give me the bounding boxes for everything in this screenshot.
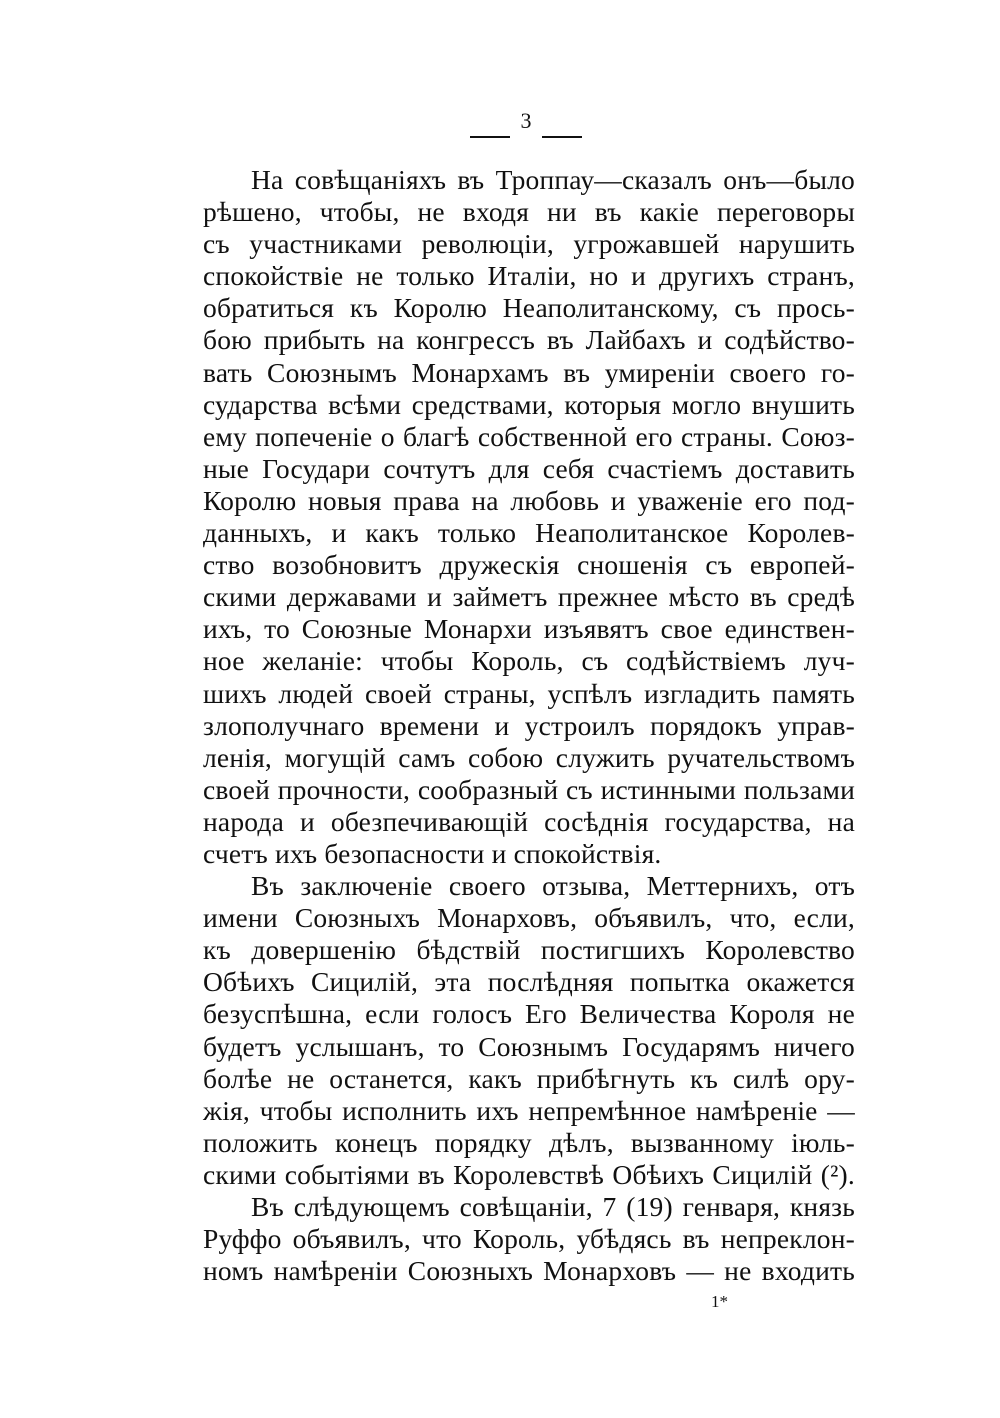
text-line: болѣе не останется, какъ прибѣгнуть къ силѣ ору-	[203, 1062, 855, 1094]
text-line: скими событіями въ Королевствѣ Обѣихъ Сицилій (²).	[203, 1158, 855, 1190]
text-line: бою прибыть на конгрессъ въ Лайбахъ и содѣйство-	[203, 324, 855, 356]
text-line: жія, чтобы исполнить ихъ непремѣнное намѣреніе —	[203, 1094, 855, 1126]
text-line: Королю новыя права на любовь и уваженіе его под-	[203, 484, 855, 516]
text-line: будетъ услышанъ, то Союзнымъ Государямъ ничего	[203, 1030, 855, 1062]
text-line: шихъ людей своей страны, успѣлъ изгладить память	[203, 677, 855, 709]
signature-mark: 1*	[711, 1292, 728, 1311]
text-line: съ участниками революціи, угрожавшей нарушить	[203, 228, 855, 260]
text-line: спокойствіе не только Италіи, но и другихъ странъ,	[203, 260, 855, 292]
text-line: Обѣихъ Сицилій, эта послѣдняя попытка окажется	[203, 966, 855, 998]
text-line: данныхъ, и какъ только Неаполитанское Королев-	[203, 517, 855, 549]
paragraph-1	[203, 164, 855, 870]
header-rule-left	[470, 136, 510, 138]
paragraph-3	[203, 1191, 855, 1287]
text-line: вать Союзнымъ Монархамъ въ умиреніи своего го-	[203, 356, 855, 388]
text-line: счетъ ихъ безопасности и спокойствія.	[203, 837, 662, 869]
text-line: ленія, могущій самъ собою служить ручательствомъ	[203, 741, 855, 773]
text-line: Въ слѣдующемъ совѣщаніи, 7 (19) генваря, князь	[251, 1191, 855, 1222]
text-line: ное желаніе: чтобы Король, съ содѣйствіемъ луч-	[203, 645, 855, 677]
text-line: Руффо объявилъ, что Король, убѣдясь въ непреклон-	[203, 1223, 855, 1255]
text-line: положить конецъ порядку дѣлъ, вызванному іюль-	[203, 1126, 855, 1158]
text-line: На совѣщаніяхъ въ Троппау—сказалъ онъ—было	[251, 164, 855, 195]
text-line: ство возобновитъ дружескія сношенія съ европей-	[203, 549, 855, 581]
text-line: номъ намѣреніи Союзныхъ Монарховъ — не входить	[203, 1255, 855, 1287]
paragraph-2	[203, 870, 855, 1191]
text-line: сударства всѣми средствами, которыя могло внушить	[203, 388, 855, 420]
text-line: ные Государи сочтутъ для себя счастіемъ доставить	[203, 452, 855, 484]
text-line: скими державами и займетъ прежнее мѣсто въ средѣ	[203, 581, 855, 613]
text-line: ихъ, то Союзные Монархи изъявятъ свое единствен-	[203, 613, 855, 645]
text-line: народа и обезпечивающій сосѣднія государства, на	[203, 805, 855, 837]
text-line: безуспѣшна, если голосъ Его Величества Короля не	[203, 998, 855, 1030]
body-text	[203, 164, 855, 1287]
page-header	[470, 108, 582, 142]
text-line: къ довершенію бѣдствій постигшихъ Королевство	[203, 934, 855, 966]
text-line: Въ заключеніе своего отзыва, Меттернихъ, отъ	[251, 870, 855, 902]
text-line: рѣшено, чтобы, не входя ни въ какіе переговоры	[203, 196, 855, 228]
text-line: злополучнаго времени и устроилъ порядокъ управ-	[203, 709, 855, 741]
text-line: ему попеченіе о благѣ собственной его страны. Союз-	[203, 420, 855, 452]
page-number: 3	[520, 108, 532, 133]
header-rule-right	[542, 136, 582, 138]
text-line: имени Союзныхъ Монарховъ, объявилъ, что, если,	[203, 902, 855, 934]
text-line: своей прочности, сообразный съ истинными пользами	[203, 773, 855, 805]
text-line: обратиться къ Королю Неаполитанскому, съ прось-	[203, 292, 855, 324]
